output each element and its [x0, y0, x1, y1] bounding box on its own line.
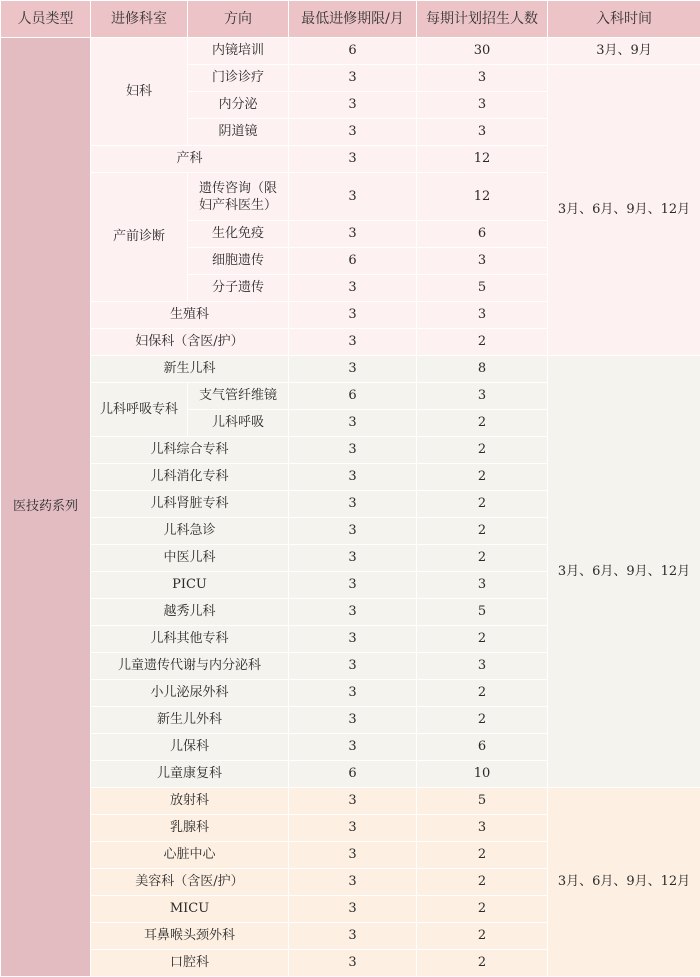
- table-row: [1, 38, 700, 65]
- entry-time-cell: 3月、9月: [548, 38, 700, 65]
- dept-cell: 妇保科（含医/护）: [91, 329, 289, 356]
- dept-cell: 美容科（含医/护）: [91, 869, 289, 896]
- dept-cell: 中医儿科: [91, 545, 289, 572]
- dept-cell: 儿科急诊: [91, 518, 289, 545]
- count-cell: 2: [417, 680, 548, 707]
- count-cell: 3: [417, 65, 548, 92]
- min-months-cell: 3: [289, 92, 417, 119]
- min-months-cell: 6: [289, 383, 417, 410]
- count-cell: 2: [417, 491, 548, 518]
- dept-cell: 乳腺科: [91, 815, 289, 842]
- dept-cell: 新生儿科: [91, 356, 289, 383]
- count-cell: 5: [417, 275, 548, 302]
- dept-cell: 儿科消化专科: [91, 464, 289, 491]
- table-row: [1, 356, 700, 383]
- dept-cell: 心脏中心: [91, 842, 289, 869]
- min-months-cell: 3: [289, 626, 417, 653]
- dept-cell: 儿童康复科: [91, 761, 289, 788]
- count-cell: 2: [417, 545, 548, 572]
- min-months-cell: 3: [289, 572, 417, 599]
- min-months-cell: 3: [289, 275, 417, 302]
- dept-cell: 产前诊断: [91, 173, 188, 302]
- min-months-cell: 3: [289, 653, 417, 680]
- min-months-cell: 3: [289, 410, 417, 437]
- direction-cell: 细胞遗传: [188, 248, 289, 275]
- min-months-cell: 3: [289, 842, 417, 869]
- count-cell: 2: [417, 518, 548, 545]
- direction-cell: 内镜培训: [188, 38, 289, 65]
- min-months-cell: 3: [289, 146, 417, 173]
- direction-text: 遗传咨询（限妇产科医生）: [195, 180, 281, 214]
- count-cell: 2: [417, 329, 548, 356]
- min-months-cell: 3: [289, 464, 417, 491]
- count-cell: 3: [417, 572, 548, 599]
- direction-cell: 阴道镜: [188, 119, 289, 146]
- direction-cell: 分子遗传: [188, 275, 289, 302]
- count-cell: 2: [417, 437, 548, 464]
- table-header-row: [1, 1, 700, 38]
- count-cell: 2: [417, 464, 548, 491]
- header-direction: 方向: [188, 1, 289, 38]
- dept-cell: 生殖科: [91, 302, 289, 329]
- header-min-months: 最低进修期限/月: [289, 1, 417, 38]
- min-months-cell: 3: [289, 65, 417, 92]
- count-cell: 2: [417, 410, 548, 437]
- header-person-type: 人员类型: [1, 1, 91, 38]
- dept-cell: 小儿泌尿外科: [91, 680, 289, 707]
- dept-cell: MICU: [91, 896, 289, 923]
- min-months-cell: 3: [289, 356, 417, 383]
- dept-cell: 儿科呼吸专科: [91, 383, 188, 437]
- dept-cell: 儿童遗传代谢与内分泌科: [91, 653, 289, 680]
- min-months-cell: 3: [289, 119, 417, 146]
- min-months-cell: 3: [289, 788, 417, 815]
- entry-time-cell: 3月、6月、9月、12月: [548, 65, 700, 356]
- count-cell: 2: [417, 626, 548, 653]
- direction-cell: 门诊诊疗: [188, 65, 289, 92]
- direction-cell: 儿科呼吸: [188, 410, 289, 437]
- count-cell: 2: [417, 869, 548, 896]
- direction-cell: 生化免疫: [188, 221, 289, 248]
- count-cell: 6: [417, 734, 548, 761]
- min-months-cell: 3: [289, 680, 417, 707]
- count-cell: 2: [417, 950, 548, 977]
- dept-cell: 耳鼻喉头颈外科: [91, 923, 289, 950]
- min-months-cell: 3: [289, 491, 417, 518]
- min-months-cell: 3: [289, 518, 417, 545]
- count-cell: 2: [417, 923, 548, 950]
- dept-cell: 妇科: [91, 38, 188, 146]
- count-cell: 12: [417, 146, 548, 173]
- dept-cell: 儿保科: [91, 734, 289, 761]
- min-months-cell: 3: [289, 896, 417, 923]
- table-row: [1, 788, 700, 815]
- min-months-cell: 3: [289, 173, 417, 221]
- dept-cell: 新生儿外科: [91, 707, 289, 734]
- header-department: 进修科室: [91, 1, 188, 38]
- count-cell: 3: [417, 302, 548, 329]
- dept-cell: 儿科其他专科: [91, 626, 289, 653]
- min-months-cell: 3: [289, 437, 417, 464]
- dept-cell: 产科: [91, 146, 289, 173]
- count-cell: 5: [417, 788, 548, 815]
- dept-cell: 儿科肾脏专科: [91, 491, 289, 518]
- count-cell: 12: [417, 173, 548, 221]
- min-months-cell: 6: [289, 761, 417, 788]
- header-count: 每期计划招生人数: [417, 1, 548, 38]
- min-months-cell: 6: [289, 38, 417, 65]
- dept-cell: 越秀儿科: [91, 599, 289, 626]
- min-months-cell: 3: [289, 545, 417, 572]
- entry-time-cell: 3月、6月、9月、12月: [548, 788, 700, 977]
- count-cell: 3: [417, 815, 548, 842]
- min-months-cell: 3: [289, 707, 417, 734]
- count-cell: 30: [417, 38, 548, 65]
- count-cell: 2: [417, 842, 548, 869]
- direction-cell: [188, 173, 289, 221]
- count-cell: 3: [417, 119, 548, 146]
- count-cell: 6: [417, 221, 548, 248]
- dept-cell: 放射科: [91, 788, 289, 815]
- count-cell: 10: [417, 761, 548, 788]
- header-entry-time: 入科时间: [548, 1, 700, 38]
- count-cell: 3: [417, 92, 548, 119]
- count-cell: 3: [417, 653, 548, 680]
- entry-time-cell: 3月、6月、9月、12月: [548, 356, 700, 788]
- min-months-cell: 3: [289, 221, 417, 248]
- dept-cell: PICU: [91, 572, 289, 599]
- count-cell: 3: [417, 383, 548, 410]
- count-cell: 2: [417, 896, 548, 923]
- min-months-cell: 3: [289, 734, 417, 761]
- direction-cell: 内分泌: [188, 92, 289, 119]
- min-months-cell: 3: [289, 923, 417, 950]
- count-cell: 5: [417, 599, 548, 626]
- min-months-cell: 3: [289, 599, 417, 626]
- count-cell: 3: [417, 248, 548, 275]
- min-months-cell: 3: [289, 869, 417, 896]
- min-months-cell: 3: [289, 815, 417, 842]
- person-type-cell: 医技药系列: [1, 38, 91, 977]
- direction-cell: 支气管纤维镜: [188, 383, 289, 410]
- min-months-cell: 6: [289, 248, 417, 275]
- dept-cell: 口腔科: [91, 950, 289, 977]
- count-cell: 8: [417, 356, 548, 383]
- min-months-cell: 3: [289, 329, 417, 356]
- min-months-cell: 3: [289, 302, 417, 329]
- min-months-cell: 3: [289, 950, 417, 977]
- count-cell: 2: [417, 707, 548, 734]
- dept-cell: 儿科综合专科: [91, 437, 289, 464]
